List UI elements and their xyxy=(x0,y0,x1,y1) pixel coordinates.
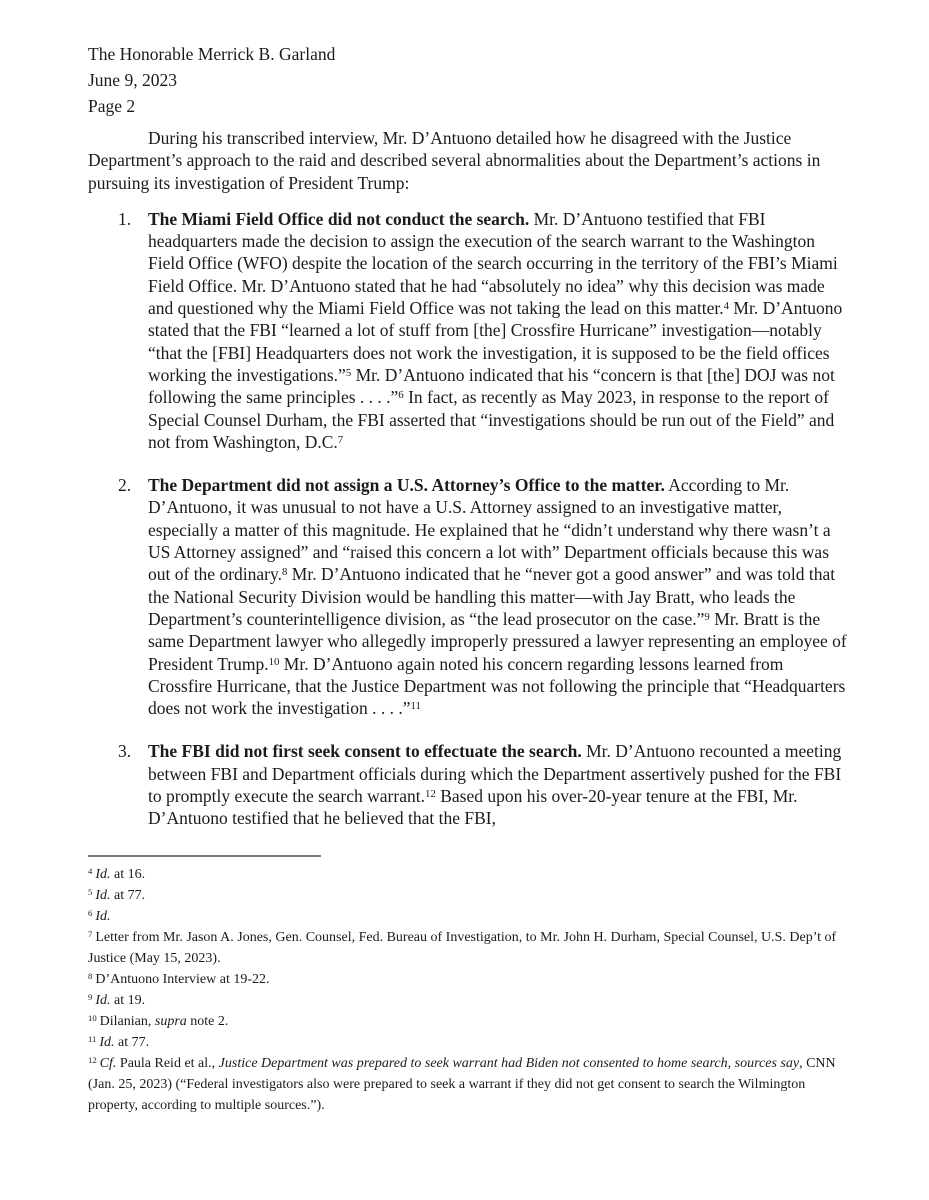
list-item-text xyxy=(148,208,848,453)
footnote-text: Id. at 77. xyxy=(95,887,146,903)
list-item-text xyxy=(148,740,848,829)
list-item-text xyxy=(148,474,848,719)
list-item-number: 1. xyxy=(118,208,132,229)
footnote-number: 12 xyxy=(88,1054,97,1065)
date-line: June 9, 2023 xyxy=(88,70,177,90)
list-item-number: 3. xyxy=(118,741,132,762)
intro-paragraph: During his transcribed interview, Mr. D’Antuono detailed how he disagreed with the Justice Department’s approach to the raid and described several abnormalities about the Department’s actions in pursuing its investigation of President Trump: xyxy=(88,128,821,193)
footnote-text: Id. at 77. xyxy=(99,1034,150,1050)
list-item-lead: The Miami Field Office did not conduct the search. xyxy=(148,208,530,229)
footnote-7 xyxy=(88,927,848,969)
footnote-number: 4 xyxy=(88,865,93,876)
recipient-line: The Honorable Merrick B. Garland xyxy=(88,44,336,64)
footnote-10 xyxy=(88,1011,848,1032)
footnote-6 xyxy=(88,906,848,927)
list-item-body: According to Mr. D’Antuono, it was unusual to not have a U.S. Attorney assigned to an investigative matter, especially a matter of this magnitude. He explained that he “didn’t understand why there wasn’t a US Attorney assigned” and “raised this concern a lot with” Department officials because this was out of the ordinary.$^8$ Mr. D’Antuono indicated that he “never got a good answer” and was told that the National Security Division would be handling this matter—with Jay Bratt, who leads the Department’s counterintelligence division, as “the lead prosecutor on the case.”$^9$ Mr. Bratt is the same Department lawyer who allegedly improperly pressured a lawyer representing an employee of President Trump.$^{10}$ Mr. D’Antuono again noted his concern regarding lessons learned from Crossfire Hurricane, that the Justice Department was not following the principle that “Headquarters does not work the investigation . . . .”$^{11}$ xyxy=(148,475,847,719)
list-item-1 xyxy=(88,208,848,453)
list-item-lead: The FBI did not first seek consent to effectuate the search. xyxy=(148,741,582,762)
footnote-text: D’Antuono Interview at 19-22. xyxy=(95,971,270,987)
footnote-number: 11 xyxy=(88,1033,97,1044)
list-item-body: Mr. D’Antuono recounted a meeting between FBI and Department officials during which the Department assertively pushed for the FBI to promptly execute the search warrant.$^{12}$ Based upon his over-20-year tenure at the FBI, Mr. D’Antuono testified that he believed that the FBI, xyxy=(148,741,842,829)
footnotes-section xyxy=(88,864,848,1116)
footnote-number: 8 xyxy=(88,970,93,981)
footnote-9 xyxy=(88,990,848,1011)
footnote-12 xyxy=(88,1053,848,1116)
footnote-text: Id. xyxy=(95,908,111,924)
numbered-list xyxy=(88,208,848,830)
list-item-number: 2. xyxy=(118,475,132,496)
footnote-number: 10 xyxy=(88,1012,97,1023)
footnote-number: 6 xyxy=(88,907,93,918)
footnote-5 xyxy=(88,885,848,906)
list-item-2 xyxy=(88,474,848,719)
footnote-text: Id. at 16. xyxy=(95,866,146,882)
page-number-line: Page 2 xyxy=(88,96,136,116)
footnote-number: 9 xyxy=(88,991,93,1002)
footnote-11 xyxy=(88,1032,848,1053)
letter-header xyxy=(88,41,848,119)
footnote-separator xyxy=(88,855,321,857)
footnote-text: Dilanian, supra note 2. xyxy=(99,1013,229,1029)
list-item-body: Mr. D’Antuono testified that FBI headquarters made the decision to assign the execution of the search warrant to the Washington Field Office (WFO) despite the location of the search occurring in the territory of the FBI’s Miami Field Office. Mr. D’Antuono stated that he had “absolutely no idea” why this decision was made and questioned why the Miami Field Office was not taking the lead on this matter.$^4$ Mr. D’Antuono stated that the FBI “learned a lot of stuff from [the] Crossfire Hurricane” investigation—notably “that the [FBI] Headquarters does not work the investigation, it is supposed to be the field offices working the investigations.”$^5$ Mr. D’Antuono indicated that his “concern is that [the] DOJ was not following the same principles . . . .”$^6$ In fact, as recently as May 2023, in response to the report of Special Counsel Durham, the FBI asserted that “investigations should be run out of the Field” and not from Washington, D.C.$^7$ xyxy=(148,208,843,452)
footnote-number: 5 xyxy=(88,886,93,897)
footnote-text: Id. at 19. xyxy=(95,992,146,1008)
footnote-number: 7 xyxy=(88,928,93,939)
footnote-text: Cf. Paula Reid et al., Justice Department was prepared to seek warrant had Biden not consented to home search, sources say, CNN (Jan. 25, 2023) (“Federal investigators also were prepared to seek a warrant if they did not get consent to search the Wilmington property, according to multiple sources.”). xyxy=(88,1055,836,1113)
list-item-lead: The Department did not assign a U.S. Attorney’s Office to the matter. xyxy=(148,475,665,496)
footnote-text: Letter from Mr. Jason A. Jones, Gen. Counsel, Fed. Bureau of Investigation, to Mr. John H. Durham, Special Counsel, U.S. Dep’t of Justice (May 15, 2023). xyxy=(88,929,837,966)
footnote-8 xyxy=(88,969,848,990)
list-item-3 xyxy=(88,740,848,829)
footnote-4 xyxy=(88,864,848,885)
